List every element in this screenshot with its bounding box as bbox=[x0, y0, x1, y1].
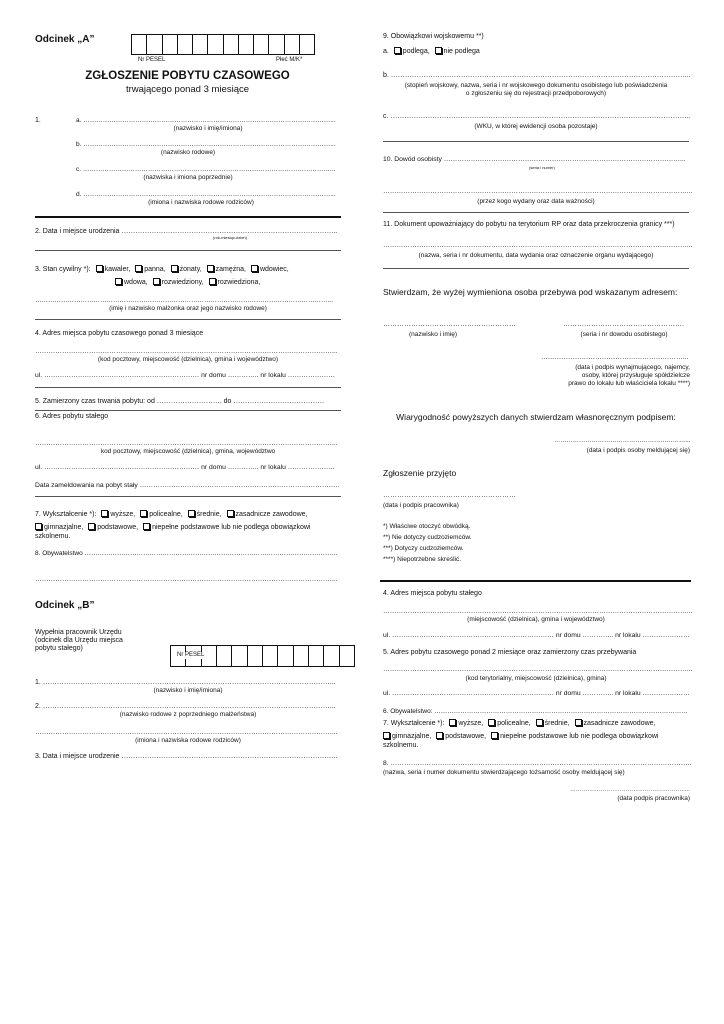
option-zamezna: zamężna, bbox=[215, 266, 246, 273]
checkbox-gimnazjalne[interactable] bbox=[35, 523, 42, 530]
footnote-2: **) Nie dotyczy cudzoziemców. bbox=[383, 534, 472, 541]
rb-checkbox-srednie[interactable] bbox=[536, 719, 543, 726]
checkbox-nie-podlega[interactable] bbox=[435, 47, 442, 54]
field-10-hint: (seria i numer) bbox=[529, 165, 555, 170]
field-6-label: 6. Adres pobytu stałego bbox=[35, 413, 109, 420]
field-1-number: 1. bbox=[35, 117, 41, 124]
rb-checkbox-niepelne[interactable] bbox=[491, 732, 498, 739]
field-6-hint: kod pocztowy, miejscowość (dzielnica), gmina, województwo bbox=[100, 448, 276, 455]
sig-landlord-hint-1: (data i podpis wynajmującego, najemcy, bbox=[575, 364, 690, 371]
divider bbox=[383, 212, 689, 213]
field-9c-hint: (WKU, w której ewidencji osoba pozostaje) bbox=[474, 123, 598, 130]
field-5-duration[interactable]: 5. Zamierzony czas trwania pobytu: od ………………………. do ………………………………… bbox=[35, 398, 325, 405]
rb-option-wyzsze: wyższe, bbox=[458, 720, 484, 727]
divider bbox=[380, 580, 691, 582]
footnote-1: *) Właściwe otoczyć obwódką. bbox=[383, 523, 471, 530]
field-6-registration-date[interactable]: Data zameldowania na pobyt stały …………………………………………………………………………….. bbox=[35, 482, 340, 489]
option-zonaty: żonaty, bbox=[179, 266, 202, 273]
checkbox-rozwiedziona[interactable] bbox=[209, 278, 216, 285]
field-1c-previous-names[interactable]: c. ……………………………………………………………………………………………………... bbox=[76, 166, 336, 173]
field-3-spouse[interactable]: ………………………………………………………………………………………………………………………... bbox=[35, 297, 333, 304]
field-1d-parents[interactable]: d. ……………………………………………………………………………………………………... bbox=[76, 191, 336, 198]
field-7-label: 7. Wykształcenie *): bbox=[35, 511, 97, 518]
rb-field-4-hint: (miejscowość (dzielnica), gmina i województwo) bbox=[467, 616, 605, 623]
sig-landlord-field[interactable]: ………………………………………………………... bbox=[541, 354, 689, 361]
checkbox-zamezna[interactable] bbox=[207, 265, 214, 272]
rb-field-4-street[interactable]: ul. ……………………………………………………………… nr domu ………….. nr lokalu ………………… bbox=[383, 632, 690, 639]
option-niepelne: niepełne podstawowe lub nie podlega obowiązkowi bbox=[152, 524, 311, 531]
rb-field-5-label: 5. Adres pobytu czasowego ponad 2 miesiące oraz zamierzony czas przebywania bbox=[383, 649, 637, 656]
stwierdzam-text: Stwierdzam, że wyżej wymieniona osoba przebywa pod wskazanym adresem: bbox=[383, 287, 678, 297]
divider bbox=[35, 387, 341, 388]
field-9c[interactable]: c. ………………………………………………………………………………………………………………... bbox=[383, 113, 691, 120]
b-field-2b-hint: (imiona i nazwiska rodowe rodziców) bbox=[135, 737, 241, 744]
field-8-citizenship[interactable]: 8. Obywatelstwo ……………………………………………………………………………………………………… bbox=[35, 550, 338, 557]
divider bbox=[35, 410, 341, 411]
zgloszenie-text: Zgłoszenie przyjęto bbox=[383, 468, 457, 478]
plec-label: Płeć M/K* bbox=[276, 57, 303, 63]
field-4-hint: (kod pocztowy, miejscowość (dzielnica), gmina i województwo) bbox=[97, 356, 279, 363]
sig-id-hint: (seria i nr dowodu osobistego) bbox=[580, 331, 668, 338]
field-7-tail: szkolnemu. bbox=[35, 533, 71, 540]
field-9a bbox=[383, 47, 480, 56]
field-11-document[interactable]: ………………………………………………………………………………………………………………………... bbox=[383, 242, 693, 249]
field-1d-hint: (imiona i nazwiska rodowe rodziców) bbox=[148, 199, 254, 206]
field-7-education bbox=[35, 510, 308, 519]
pesel-grid-a[interactable] bbox=[131, 34, 315, 55]
checkbox-kawaler[interactable] bbox=[96, 265, 103, 272]
sig-landlord-hint-3: prawo do lokalu lub właściciela lokalu ****) bbox=[568, 380, 690, 387]
checkbox-niepelne[interactable] bbox=[143, 523, 150, 530]
divider bbox=[383, 141, 689, 142]
checkbox-wdowa[interactable] bbox=[115, 278, 122, 285]
rb-option-zasadnicze: zasadnicze zawodowe, bbox=[583, 720, 656, 727]
b-field-2-hint: (nazwisko rodowe z poprzedniego małżeństwa) bbox=[119, 711, 257, 718]
rb-option-srednie: średnie, bbox=[544, 720, 570, 727]
rb-checkbox-gimnazjalne[interactable] bbox=[383, 732, 390, 739]
b-field-2-maiden[interactable]: 2. ……………………………………………………………………………………………………………... bbox=[35, 703, 336, 710]
option-policealne: policealne, bbox=[149, 511, 183, 518]
rb-option-podstawowe: podstawowe, bbox=[445, 733, 487, 740]
rb-checkbox-podstawowe[interactable] bbox=[436, 732, 443, 739]
field-9a-prefix: a. bbox=[383, 48, 389, 55]
field-6-address[interactable]: ……………………………………………………………………………………………………………………... bbox=[35, 440, 338, 447]
rb-field-8-document[interactable]: 8. …………………………………………………………………………………………………………………….. bbox=[383, 760, 692, 767]
sig-landlord-hint-2: osoby, której przysługuje spółdzielcze bbox=[581, 372, 690, 379]
odcinek-b-heading: Odcinek „B” bbox=[35, 600, 95, 611]
field-10-issuer[interactable]: ………………………………………………………………………………………………………………………... bbox=[383, 188, 693, 195]
checkbox-policealne[interactable] bbox=[140, 510, 147, 517]
field-9b[interactable]: b. ………………………………………………………………………………………………………………... bbox=[383, 72, 691, 79]
footnote-3: ***) Dotyczy cudzoziemców. bbox=[383, 545, 464, 552]
rb-field-7-label: 7. Wykształcenie *): bbox=[383, 720, 445, 727]
divider bbox=[383, 268, 689, 269]
checkbox-srednie[interactable] bbox=[188, 510, 195, 517]
field-3-civil-status-row2 bbox=[112, 278, 260, 287]
option-rozwiedziony: rozwiedziony, bbox=[161, 279, 204, 286]
option-zasadnicze: zasadnicze zawodowe, bbox=[235, 511, 308, 518]
option-wdowa: wdowa, bbox=[124, 279, 148, 286]
checkbox-podstawowe[interactable] bbox=[88, 523, 95, 530]
sig-id-field[interactable]: ……………………………………………. bbox=[563, 321, 684, 328]
field-1a-name[interactable]: a. ……………………………………………………………………………………………………... bbox=[76, 117, 336, 124]
checkbox-wyzsze[interactable] bbox=[101, 510, 108, 517]
field-6-street[interactable]: ul. …………………………………………………………… nr domu ………….. nr lokalu ………………… bbox=[35, 464, 336, 471]
wiarygodnosc-text: Wiarygodność powyższych danych stwierdzam własnoręcznym podpisem: bbox=[396, 412, 676, 422]
field-9b-hint-2: o zgłoszeniu się do rejestracji przedpoborowych) bbox=[465, 90, 607, 97]
odcinek-b-note-2: (odcinek dla Urzędu miejsca bbox=[35, 637, 123, 644]
b-field-1-hint: (nazwisko i imię/imiona) bbox=[153, 687, 223, 694]
b-field-1-name[interactable]: 1. ……………………………………………………………………………………………………………... bbox=[35, 679, 336, 686]
option-kawaler: kawaler, bbox=[104, 266, 131, 273]
footnote-4: ****) Niepotrzebne skreślić. bbox=[383, 556, 462, 563]
checkbox-wdowiec[interactable] bbox=[251, 265, 258, 272]
field-7-education-row2 bbox=[32, 523, 310, 532]
field-9b-hint-1: (stopień wojskowy, nazwa, seria i nr wojskowego dokumentu osobistego lub poświadczenia bbox=[404, 82, 668, 89]
option-wdowiec: wdowiec, bbox=[259, 266, 289, 273]
field-1a-hint: (nazwisko i imię/imiona) bbox=[173, 125, 243, 132]
rb-field-4-label: 4. Adres miejsca pobytu stałego bbox=[383, 590, 482, 597]
odcinek-b-note-3: pobytu stałego) bbox=[35, 645, 83, 652]
rb-field-7-education-row2 bbox=[380, 732, 658, 741]
rb-field-5-hint: (kod terytorialny, miejscowość (dzielnica), gmina) bbox=[465, 675, 607, 682]
rb-field-7-education bbox=[383, 719, 656, 728]
field-4-street[interactable]: ul. …………………………………………………………… nr domu ………….. nr lokalu ………………… bbox=[35, 372, 336, 379]
field-1b-maiden-name[interactable]: b. ……………………………………………………………………………………………………... bbox=[76, 141, 336, 148]
field-8-line[interactable]: ……………………………………………………………………………………………………………………... bbox=[35, 576, 338, 583]
field-2-hint: (rok-miesiąc-dzień) bbox=[212, 235, 247, 240]
rb-field-4-address[interactable]: ………………………………………………………………………………………………………………………... bbox=[383, 608, 693, 615]
rb-field-8-hint: (nazwa, seria i numer dokumentu stwierdzającego tożsamość osoby meldującej się) bbox=[383, 769, 625, 776]
rb-field-5-street[interactable]: ul. ……………………………………………………………… nr domu ………….. nr lokalu ………………… bbox=[383, 690, 690, 697]
field-4-label: 4. Adres miejsca pobytu czasowego ponad 3 miesiące bbox=[35, 330, 204, 337]
rb-option-niepelne: niepełne podstawowe lub nie podlega obowiązkowi bbox=[500, 733, 659, 740]
option-nie-podlega: nie podlega bbox=[443, 48, 480, 55]
pesel-label-a: Nr PESEL bbox=[138, 57, 166, 63]
field-3-hint: (imię i nazwisko małżonka oraz jego nazwisko rodowe) bbox=[109, 305, 267, 312]
option-podstawowe: podstawowe, bbox=[97, 524, 139, 531]
rb-option-policealne: policealne, bbox=[497, 720, 531, 727]
rb-option-gimnazjalne: gimnazjalne, bbox=[392, 733, 432, 740]
odcinek-b-note-1: Wypełnia pracownik Urzędu bbox=[35, 629, 122, 636]
rb-field-5-address[interactable]: ………………………………………………………………………………………………………………………... bbox=[383, 666, 693, 673]
option-panna: panna, bbox=[144, 266, 166, 273]
sig-name-hint: (nazwisko i imię) bbox=[408, 331, 458, 338]
pesel-label-b: Nr PESEL bbox=[177, 652, 205, 658]
field-11-hint: (nazwa, seria i nr dokumentu, data wydania oraz oznaczenie organu wydającego) bbox=[418, 252, 654, 259]
rb-sig-officer-hint: (data podpis pracownika) bbox=[617, 795, 690, 802]
divider bbox=[35, 216, 341, 218]
field-1b-hint: (nazwisko rodowe) bbox=[160, 149, 216, 156]
rb-checkbox-zasadnicze[interactable] bbox=[575, 719, 582, 726]
checkbox-zonaty[interactable] bbox=[171, 265, 178, 272]
option-wyzsze: wyższe, bbox=[110, 511, 136, 518]
rb-checkbox-policealne[interactable] bbox=[488, 719, 495, 726]
option-podlega: podlega, bbox=[402, 48, 430, 55]
option-gimnazjalne: gimnazjalne, bbox=[44, 524, 84, 531]
rb-sig-officer-field[interactable]: ……………………………………………………... bbox=[570, 787, 690, 793]
page-subtitle: trwającego ponad 3 miesiące bbox=[125, 84, 250, 95]
option-rozwiedziona: rozwiedziona, bbox=[217, 279, 261, 286]
rb-field-6-citizenship[interactable]: 6. Obywatelstwo: ……………………………………………………………………………………………………… bbox=[383, 708, 688, 715]
sig-name-field[interactable]: ………………………………………………… bbox=[383, 321, 516, 328]
divider bbox=[35, 319, 341, 320]
field-2-birth[interactable]: 2. Data i miejsce urodzenia ………………………………………………………………………………... bbox=[35, 228, 338, 235]
checkbox-panna[interactable] bbox=[135, 265, 142, 272]
sig-officer-field[interactable]: ………………………………………………… bbox=[383, 492, 516, 499]
field-10b-hint: (przez kogo wydany oraz data ważności) bbox=[477, 198, 595, 205]
b-field-3-birth[interactable]: 3. Data i miejsce urodzenie ………………………………………………………………………………... bbox=[35, 753, 338, 760]
field-9-label: 9. Obowiązkowi wojskowemu **) bbox=[383, 33, 484, 40]
field-4-address[interactable]: ……………………………………………………………………………………………………………………... bbox=[35, 348, 338, 355]
page-title: ZGŁOSZENIE POBYTU CZASOWEGO bbox=[85, 70, 290, 82]
option-srednie: średnie, bbox=[196, 511, 222, 518]
field-10-id[interactable]: 10. Dowód osobisty ……………………………………………………………………………………………... bbox=[383, 156, 686, 163]
divider bbox=[35, 250, 341, 251]
sig-applicant-field[interactable]: ………………………………………………………... bbox=[554, 437, 691, 444]
field-1c-hint: (nazwiska i imiona poprzednie) bbox=[143, 174, 233, 181]
field-3-civil-status bbox=[35, 265, 289, 274]
odcinek-a-heading: Odcinek „A” bbox=[35, 34, 95, 45]
rb-field-7-tail: szkolnemu. bbox=[383, 742, 419, 749]
checkbox-podlega[interactable] bbox=[394, 47, 401, 54]
checkbox-zasadnicze[interactable] bbox=[227, 510, 234, 517]
checkbox-rozwiedziony[interactable] bbox=[153, 278, 160, 285]
field-3-label: 3. Stan cywilny *): bbox=[35, 266, 91, 273]
b-field-2-parents[interactable]: ……………………………………………………………………………………………………………………... bbox=[35, 729, 338, 736]
divider bbox=[35, 496, 341, 497]
sig-officer-hint: (data i podpis pracownika) bbox=[383, 502, 459, 509]
field-11-label: 11. Dokument upoważniający do pobytu na terytorium RP oraz data przekroczenia granicy ***) bbox=[383, 221, 675, 228]
rb-checkbox-wyzsze[interactable] bbox=[449, 719, 456, 726]
sig-applicant-hint: (data i podpis osoby meldującej się) bbox=[586, 447, 690, 454]
